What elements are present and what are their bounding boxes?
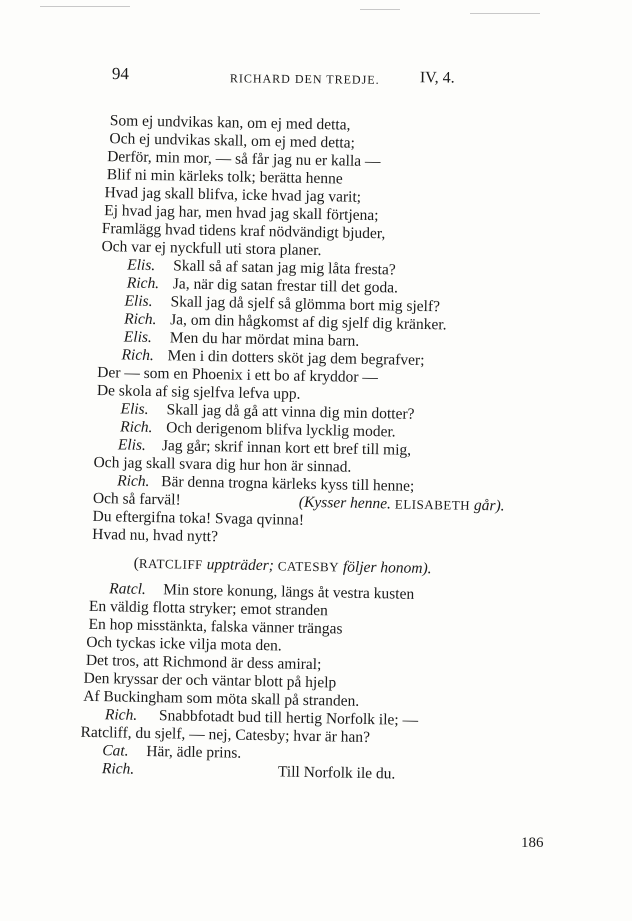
scan-artifact: [470, 13, 540, 14]
stage-direction: (Kysser henne. ELISABETH går).: [298, 493, 505, 515]
character-name: RATCLIFF: [138, 555, 204, 572]
dialogue-line: Elis. Skall jag då gå att vinna dig min dotter?: [120, 400, 415, 423]
verse-line: Hvad jag skall blifva, icke hvad jag varit;: [104, 184, 362, 206]
verse-line: De skola af sig sjelfva lefva upp.: [96, 381, 301, 403]
speaker-label: Rich.: [126, 274, 160, 293]
dialogue-line: Elis. Men du har mördat mina barn.: [123, 328, 360, 350]
verse-line: Och var ej nyckfull uti stora planer.: [101, 238, 322, 260]
verse-line: Det tros, att Richmond är dess amiral;: [85, 651, 322, 674]
dialogue-line: Ratcl. Min store konung, längs åt vestra kusten: [109, 580, 415, 603]
scan-artifact: [40, 6, 130, 7]
dialogue-line: Rich. Ja, när dig satan frestar till det goda.: [126, 274, 399, 297]
verse-line: Blif ni min kärleks tolk; berätta henne: [106, 166, 343, 188]
dialogue-line: Rich. Ja, om din hågkomst af dig sjelf dig kränker.: [124, 310, 447, 334]
speaker-label: Cat.: [102, 742, 129, 760]
speaker-label: Rich.: [104, 706, 138, 724]
running-title: RICHARD DEN TREDJE.: [229, 71, 380, 87]
speaker-label: Ratcl.: [109, 580, 147, 598]
dialogue-line: Rich. Till Norfolk ile du.: [101, 760, 396, 783]
dialogue-line: Rich. Snabbfotadt bud till hertig Norfolk ile; —: [104, 706, 419, 729]
speaker-label: Rich.: [124, 310, 157, 329]
dialogue-line: Rich. Och derigenom blifva lycklig moder.: [120, 418, 396, 441]
page-number: 94: [111, 64, 129, 84]
running-act: IV, 4.: [419, 69, 455, 87]
character-name: CATESBY: [277, 558, 340, 575]
verse-line: En hop misstänkta, falska vänner trängas: [88, 615, 343, 638]
verse-line: Som ej undvikas kan, om ej med detta,: [109, 112, 351, 134]
speaker-label: Elis.: [127, 256, 156, 275]
verse-line: Der — som en Phoenix i ett bo af kryddor —: [97, 363, 379, 387]
speaker-label: Elis.: [120, 400, 149, 418]
speaker-label: Rich.: [101, 760, 135, 778]
verse-line: Af Buckingham som möta skall på stranden.: [83, 687, 360, 710]
speaker-label: Elis.: [117, 436, 147, 454]
character-name: ELISABETH: [394, 496, 471, 513]
verse-line: Du eftergifna toka! Svaga qvinna!: [92, 507, 305, 529]
dialogue-line: Rich. Bär denna trogna kärleks kyss till henne;: [117, 472, 415, 495]
verse-line: Ratcliff, du sjelf, — nej, Catesby; hvar är han?: [80, 723, 371, 747]
speaker-label: Rich.: [120, 418, 153, 437]
verse-line: Derför, min mor, — så får jag nu er kalla —: [107, 148, 381, 171]
speaker-label: Elis.: [124, 292, 153, 310]
verse-line: Och tyckas icke vilja mota den.: [86, 633, 282, 655]
speaker-label: Elis.: [123, 328, 153, 346]
verse-line: Ej hvad jag har, men hvad jag skall förtjena;: [104, 202, 379, 225]
verse-line: Och ej undvikas skall, om ej med detta;: [109, 130, 355, 152]
verse-line: Hvad nu, hvad nytt?: [92, 525, 219, 546]
play-text: [80, 112, 570, 783]
stage-direction-heading: (RATCLIFF uppträder; CATESBY följer honom).: [133, 554, 432, 578]
dialogue-line: Elis. Jag går; skrif innan kort ett bref till mig,: [117, 436, 412, 459]
scan-artifact: [360, 9, 400, 10]
dialogue-line: Rich. Men i din dotters sköt jag dem begrafver;: [121, 346, 425, 369]
page-header: [112, 64, 492, 94]
verse-line: Och jag skall svara dig hur hon är sinnad.: [93, 453, 352, 476]
dialogue-line: Elis. Skall jag då sjelf så glömma bort mig sjelf?: [124, 292, 441, 316]
verse-line: Den kryssar der och väntar blott på hjelp: [83, 669, 337, 692]
verse-line: Och så farväl! (Kysser henne. ELISABETH går).: [92, 489, 505, 515]
dialogue-line: Elis. Skall så af satan jag mig låta fresta?: [127, 256, 396, 279]
verse-line: En väldig flotta stryker; emot stranden: [88, 597, 328, 620]
speaker-label: Rich.: [121, 346, 154, 365]
dialogue-line: Cat. Här, ädle prins.: [102, 742, 242, 762]
folio-number: 186: [521, 835, 544, 851]
verse-line: Framlägg hvad tidens kraf nödvändigt bjuder,: [101, 220, 386, 243]
speaker-label: Rich.: [117, 472, 150, 490]
